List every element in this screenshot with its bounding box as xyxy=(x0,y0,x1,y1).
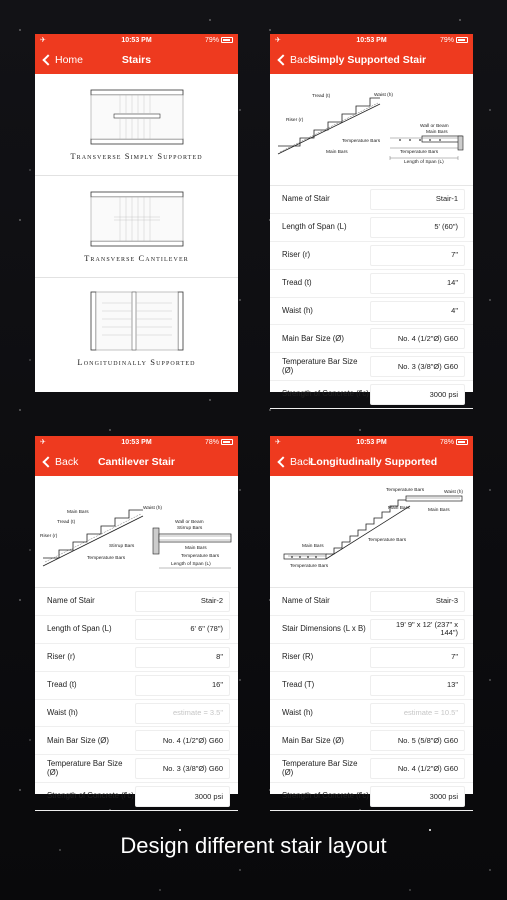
stair-type-transverse-cantilever[interactable] xyxy=(35,176,238,278)
form-row xyxy=(270,672,473,700)
battery-icon xyxy=(221,439,233,445)
form-row xyxy=(270,644,473,672)
form-row xyxy=(270,325,473,353)
stair-name-field[interactable]: Stair-3 xyxy=(370,591,465,612)
diagram-label: Length of Span (L) xyxy=(171,562,211,567)
field-label: Strength of Concrete (f'c) xyxy=(282,791,369,801)
diagram-label: Stirrup Bars xyxy=(109,544,135,549)
tread-field[interactable]: 16" xyxy=(135,675,230,696)
stair-name-field[interactable]: Stair-2 xyxy=(135,591,230,612)
promo-caption: Design different stair layout xyxy=(120,833,387,858)
home-button[interactable] xyxy=(41,54,83,66)
field-label: Strength of Concrete (f'c) xyxy=(47,791,134,801)
page-title: Longitudinally Supported xyxy=(310,456,438,468)
status-bar xyxy=(35,34,238,46)
field-label: Strength of Concrete (f'c) xyxy=(282,389,369,399)
waist-field[interactable]: estimate = 10.5" xyxy=(370,703,465,724)
battery-percent: 79% xyxy=(439,36,454,44)
chevron-left-icon xyxy=(42,54,53,65)
diagram-label: Tread (t) xyxy=(312,94,331,99)
diagram-label: Wall or Beam xyxy=(175,520,204,525)
form-row xyxy=(35,616,238,644)
cantilever-stair-screen xyxy=(35,436,238,801)
field-label: Riser (r) xyxy=(282,249,311,259)
form-row xyxy=(270,214,473,242)
battery-icon xyxy=(221,37,233,43)
field-label: Riser (r) xyxy=(47,651,76,661)
diagram-label: Waist (h) xyxy=(143,506,163,511)
status-bar xyxy=(270,436,473,448)
field-label: Temperature Bar Size (Ø) xyxy=(282,357,358,375)
field-label: Name of Stair xyxy=(282,596,330,606)
diagram-label: Stirrup Bars xyxy=(177,526,203,531)
chevron-left-icon xyxy=(42,456,53,467)
form-row xyxy=(270,270,473,298)
stair-dimensions-field[interactable]: 19' 9" x 12' (237" x 144") xyxy=(370,619,465,640)
stair-input-form xyxy=(270,186,473,409)
form-row xyxy=(270,381,473,409)
field-label: Name of Stair xyxy=(47,596,95,606)
form-row xyxy=(35,588,238,616)
airplane-icon: ✈ xyxy=(40,439,46,446)
longitudinally-supported-stair-screen xyxy=(270,436,473,801)
field-label: Main Bar Size (Ø) xyxy=(282,735,344,745)
back-button-label: Back xyxy=(55,456,79,468)
status-time: 10:53 PM xyxy=(356,36,387,44)
field-label: Tread (T) xyxy=(282,679,315,689)
stair-type-longitudinally-supported[interactable] xyxy=(35,278,238,380)
stair-name-field[interactable]: Stair-1 xyxy=(370,189,465,210)
diagram-label: Main Bars xyxy=(426,130,448,135)
concrete-strength-select[interactable]: 3000 psi xyxy=(135,786,230,807)
field-label: Waist (h) xyxy=(282,707,313,717)
nav-bar xyxy=(270,46,473,74)
field-label: Tread (t) xyxy=(282,277,312,287)
form-row xyxy=(35,755,238,783)
nav-bar xyxy=(270,448,473,476)
stair-section-diagram xyxy=(270,476,473,588)
nav-bar xyxy=(35,46,238,74)
main-bar-size-select[interactable]: No. 4 (1/2"Ø) G60 xyxy=(135,730,230,751)
diagram-label: Riser (r) xyxy=(286,118,304,123)
battery-icon xyxy=(456,439,468,445)
nav-bar xyxy=(35,448,238,476)
page-title: Cantilever Stair xyxy=(97,456,176,468)
transverse-simply-supported-thumbnail xyxy=(90,89,184,145)
field-label: Waist (h) xyxy=(47,707,78,717)
diagram-label: Main Bars xyxy=(326,150,348,155)
field-label: Main Bar Size (Ø) xyxy=(47,735,109,745)
stair-type-label: Longitudinally Supported xyxy=(77,357,196,367)
stair-input-form xyxy=(270,588,473,811)
battery-percent: 78% xyxy=(204,438,219,446)
home-button-label: Home xyxy=(55,54,84,66)
form-row xyxy=(270,727,473,755)
form-row xyxy=(270,242,473,270)
field-label: Temperature Bar Size (Ø) xyxy=(282,759,358,777)
riser-field[interactable]: 7" xyxy=(370,245,465,266)
page-title: Stairs xyxy=(121,54,152,66)
airplane-icon: ✈ xyxy=(275,439,281,446)
back-button-label: Back xyxy=(290,456,314,468)
span-length-field[interactable]: 5' (60") xyxy=(370,217,465,238)
status-time: 10:53 PM xyxy=(121,36,152,44)
field-label: Stair Dimensions (L x B) xyxy=(282,624,366,634)
main-bar-size-select[interactable]: No. 5 (5/8"Ø) G60 xyxy=(370,730,465,751)
temperature-bar-size-select[interactable]: No. 3 (3/8"Ø) G60 xyxy=(370,356,465,377)
field-label: Name of Stair xyxy=(282,194,330,204)
back-button[interactable] xyxy=(276,54,313,66)
status-bar xyxy=(35,436,238,448)
battery-percent: 79% xyxy=(204,36,219,44)
field-label: Length of Span (L) xyxy=(47,624,112,634)
field-label: Temperature Bar Size (Ø) xyxy=(47,759,123,777)
simply-supported-stair-screen xyxy=(270,34,473,399)
diagram-label: Waist (h) xyxy=(444,490,464,495)
concrete-strength-select[interactable]: 3000 psi xyxy=(370,786,465,807)
field-label: Length of Span (L) xyxy=(282,222,347,232)
status-bar xyxy=(270,34,473,46)
form-row xyxy=(35,672,238,700)
diagram-label: Waist (h) xyxy=(374,93,394,98)
main-bar-size-select[interactable]: No. 4 (1/2"Ø) G60 xyxy=(370,328,465,349)
battery-percent: 78% xyxy=(439,438,454,446)
stair-type-label: Transverse Cantilever xyxy=(84,252,189,263)
status-time: 10:53 PM xyxy=(121,438,152,446)
diagram-label: Temperature Bars xyxy=(290,564,329,569)
riser-field[interactable]: 8" xyxy=(135,647,230,668)
diagram-label: Temperature Bars xyxy=(386,488,425,493)
field-label: Riser (R) xyxy=(282,651,314,661)
diagram-label: Riser (r) xyxy=(40,534,58,539)
tread-field[interactable]: 14" xyxy=(370,273,465,294)
stairs-list-screen xyxy=(35,34,238,392)
back-button[interactable] xyxy=(276,456,313,468)
status-time: 10:53 PM xyxy=(356,438,387,446)
form-row xyxy=(35,700,238,728)
diagram-label: Length of Span (L) xyxy=(404,160,444,165)
form-row xyxy=(270,588,473,616)
diagram-label: Main Bars xyxy=(302,544,324,549)
stair-type-transverse-simply-supported[interactable] xyxy=(35,74,238,176)
form-row xyxy=(270,616,473,644)
form-row xyxy=(35,644,238,672)
field-label: Main Bar Size (Ø) xyxy=(282,333,344,343)
tread-field[interactable]: 13" xyxy=(370,675,465,696)
form-row xyxy=(270,755,473,783)
concrete-strength-select[interactable]: 3000 psi xyxy=(370,384,465,405)
diagram-label: Main Bars xyxy=(428,508,450,513)
form-row xyxy=(270,353,473,381)
stair-input-form xyxy=(35,588,238,811)
diagram-label: Temperature Bars xyxy=(368,538,407,543)
form-row xyxy=(270,298,473,326)
form-row xyxy=(270,186,473,214)
chevron-left-icon xyxy=(277,54,288,65)
form-row xyxy=(35,727,238,755)
temperature-bar-size-select[interactable]: No. 3 (3/8"Ø) G60 xyxy=(135,758,230,779)
battery-icon xyxy=(456,37,468,43)
diagram-label: Wall or Beam xyxy=(420,124,449,129)
stair-section-diagram xyxy=(270,74,473,186)
stair-section-diagram xyxy=(35,476,238,588)
stair-type-label: Transverse Simply Supported xyxy=(70,150,203,161)
span-length-field[interactable]: 6' 6" (78") xyxy=(135,619,230,640)
transverse-cantilever-thumbnail xyxy=(90,191,184,247)
airplane-icon: ✈ xyxy=(40,37,46,44)
diagram-label: Temperature Bars xyxy=(181,554,220,559)
form-row xyxy=(270,783,473,811)
diagram-label: Temperature Bars xyxy=(342,139,381,144)
back-button-label: Back xyxy=(290,54,314,66)
waist-field[interactable]: estimate = 3.5" xyxy=(135,703,230,724)
waist-field[interactable]: 4" xyxy=(370,301,465,322)
form-row xyxy=(35,783,238,811)
longitudinally-supported-thumbnail xyxy=(90,291,184,351)
diagram-label: Main Bars xyxy=(185,546,207,551)
field-label: Tread (t) xyxy=(47,679,77,689)
chevron-left-icon xyxy=(277,456,288,467)
form-row xyxy=(270,700,473,728)
diagram-label: Tread (t) xyxy=(57,520,76,525)
back-button[interactable] xyxy=(41,456,78,468)
temperature-bar-size-select[interactable]: No. 4 (1/2"Ø) G60 xyxy=(370,758,465,779)
airplane-icon: ✈ xyxy=(275,37,281,44)
diagram-label: Main Bars xyxy=(388,506,410,511)
diagram-label: Main Bars xyxy=(67,510,89,515)
diagram-label: Temperature Bars xyxy=(87,556,126,561)
riser-field[interactable]: 7" xyxy=(370,647,465,668)
diagram-label: Temperature Bars xyxy=(400,150,439,155)
page-title: Simply Supported Stair xyxy=(310,54,427,66)
field-label: Waist (h) xyxy=(282,305,313,315)
